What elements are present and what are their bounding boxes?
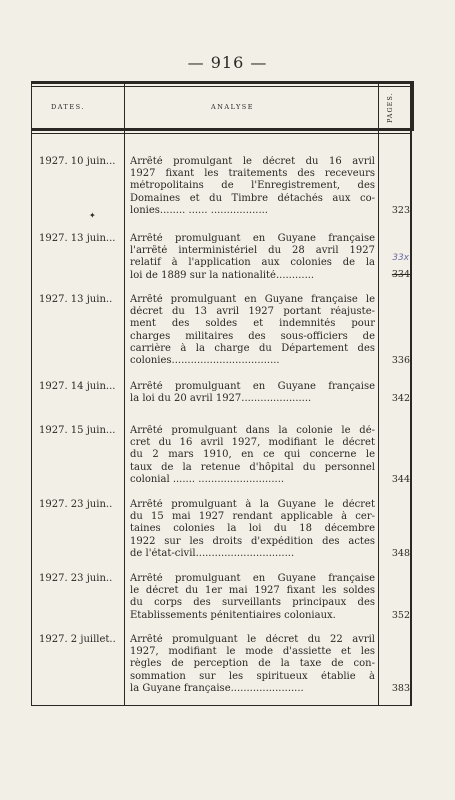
- analyse-line: du corps des surveillants principaux des: [130, 597, 375, 609]
- analyse-line: ment des soldes et indemnités pour: [130, 318, 375, 330]
- analyse-line: 1927 fixant les traitements des receveurs: [130, 168, 375, 180]
- analyse-line: l'arrêté interministériel du 28 avril 1927: [130, 245, 375, 257]
- column-border-pages-outer: [412, 81, 414, 131]
- entry-analyse: [130, 634, 375, 695]
- analyse-line: lonies........ ...... ..................: [130, 204, 268, 216]
- header-analyse: ANALYSE: [211, 103, 254, 111]
- analyse-line: du 2 mars 1910, en ce qui concerne le: [130, 449, 375, 461]
- analyse-line: 1927, modifiant le mode d'assiette et les: [130, 646, 375, 658]
- analyse-line: 1922 sur les droits d'expédition des actes: [130, 535, 375, 547]
- entry-analyse: [130, 381, 375, 405]
- entry-page: 342: [391, 393, 410, 404]
- rule-header-thin: [31, 133, 410, 134]
- rule-top-thin: [31, 86, 410, 87]
- analyse-line: Arrêté promulguant en Guyane française: [130, 573, 375, 584]
- header-pages: PAGES.: [386, 92, 394, 124]
- analyse-line: loi de 1889 sur la nationalité............: [130, 269, 315, 281]
- entry-page: 352: [391, 610, 410, 621]
- analyse-line: Arrêté promulguant en Guyane française: [130, 233, 375, 244]
- entry-page: 348: [391, 548, 410, 559]
- entry-date: 1927. 14 juin...: [39, 381, 116, 392]
- entry-page: 323: [391, 205, 410, 216]
- analyse-line: cret du 16 avril 1927, modifiant le décret: [130, 437, 375, 449]
- analyse-line: taux de la retenue d'hôpital du personnel: [130, 461, 375, 473]
- analyse-line: Domaines et du Timbre détachés aux co-: [130, 192, 375, 204]
- entry-analyse: [130, 425, 375, 486]
- analyse-line: colonies..................................: [130, 355, 280, 367]
- analyse-line: charges militaires des sous-officiers de: [130, 330, 375, 342]
- entry-date: 1927. 15 juin...: [39, 425, 116, 436]
- rule-top: [31, 81, 410, 84]
- analyse-line: relatif à l'application aux colonies de la: [130, 257, 375, 269]
- analyse-line: le décret du 1er mai 1927 fixant les soldes: [130, 585, 375, 597]
- header-dates: DATES.: [51, 103, 85, 111]
- analyse-line: de l'état-civil...............................: [130, 547, 295, 559]
- column-border-dates: [124, 81, 125, 706]
- entry-analyse: [130, 499, 375, 560]
- analyse-line: Arrêté promulguant en Guyane française: [130, 381, 375, 392]
- rule-bottom: [31, 705, 410, 706]
- analyse-line: taines colonies la loi du 18 décembre: [130, 523, 375, 535]
- analyse-line: Arrêté promulguant à la Guyane le décret: [130, 499, 375, 510]
- entry-page: 334: [391, 269, 410, 280]
- analyse-line: Arrêté promulgant le décret du 16 avril: [130, 156, 375, 167]
- entry-analyse: [130, 156, 375, 217]
- analyse-line: métropolitains de l'Enregistrement, des: [130, 180, 375, 192]
- analyse-line: colonial ....... ...........................: [130, 473, 285, 485]
- analyse-line: la loi du 20 avril 1927......................: [130, 393, 312, 405]
- analyse-line: Etablissements pénitentiaires coloniaux.: [130, 609, 336, 621]
- entry-analyse: [130, 573, 375, 622]
- rule-header: [31, 128, 410, 131]
- column-border-analyse: [378, 81, 379, 706]
- column-border-pages: [410, 81, 412, 706]
- analyse-line: la Guyane française.......................: [130, 682, 304, 694]
- analyse-line: Arrêté promulguant le décret du 22 avril: [130, 634, 375, 645]
- analyse-line: Arrêté promulguant dans la colonie le dé-: [130, 425, 375, 436]
- analyse-line: Arrêté promulguant en Guyane française le: [130, 294, 375, 305]
- entry-date: 1927. 2 juillet..: [39, 634, 116, 645]
- entry-page: 383: [391, 683, 410, 694]
- entry-page: 344: [391, 474, 410, 485]
- column-border-left: [31, 81, 32, 706]
- analyse-line: du 15 mai 1927 rendant applicable à cer-: [130, 511, 375, 523]
- entry-date: 1927. 23 juin..: [39, 573, 113, 584]
- analyse-line: sommation sur les spiritueux établie à: [130, 670, 375, 682]
- analyse-line: carrière à la charge du Département des: [130, 342, 375, 354]
- entry-date: 1927. 13 juin...: [39, 233, 116, 244]
- entry-date: 1927. 23 juin..: [39, 499, 113, 510]
- page-number: — 916 —: [187, 53, 268, 72]
- margin-mark: ✦: [89, 211, 96, 220]
- entry-date: 1927. 13 juin..: [39, 294, 113, 305]
- entry-date: 1927. 10 juin...: [39, 156, 116, 167]
- table: [31, 81, 440, 706]
- entry-analyse: [130, 294, 375, 367]
- analyse-line: décret du 13 avril 1927 portant réajuste-: [130, 306, 375, 318]
- entry-analyse: [130, 233, 375, 282]
- analyse-line: règles de perception de la taxe de con-: [130, 658, 375, 670]
- entry-page: 336: [391, 355, 410, 366]
- entry-page-handwritten: 33x: [392, 253, 409, 263]
